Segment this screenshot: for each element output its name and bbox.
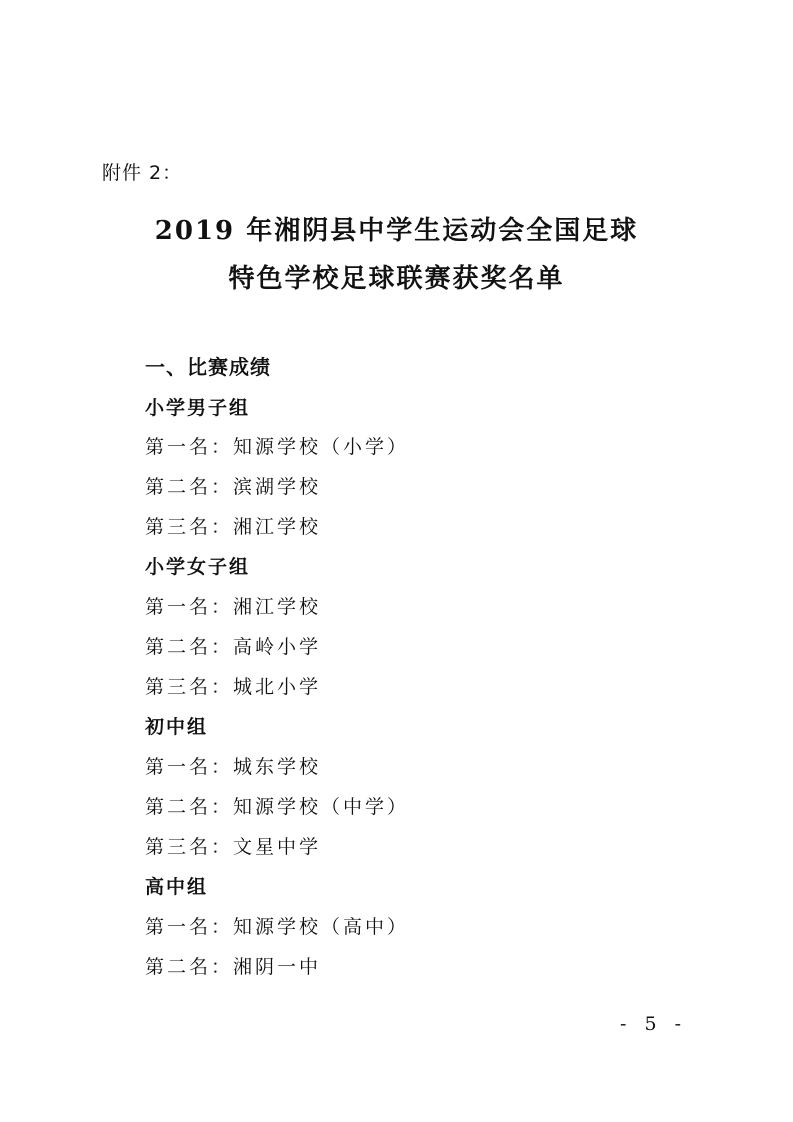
rank-line: 第一名：知源学校（高中） <box>145 916 410 938</box>
document-title-line-1: 2019 年湘阴县中学生运动会全国足球 <box>154 216 639 246</box>
group-heading-primary-girls: 小学女子组 <box>145 556 251 578</box>
group-heading-primary-boys: 小学男子组 <box>145 397 251 419</box>
rank-line: 第三名：城北小学 <box>145 676 322 698</box>
section-heading: 一、比赛成绩 <box>145 355 271 379</box>
group-heading-senior-high: 高中组 <box>145 876 209 898</box>
rank-line: 第二名：知源学校（中学） <box>145 796 410 818</box>
rank-line: 第三名：文星中学 <box>145 836 322 858</box>
document-title-line-2: 特色学校足球联赛获奖名单 <box>228 264 565 294</box>
rank-line: 第一名：湘江学校 <box>145 596 322 618</box>
page-number: - 5 - <box>619 1013 687 1035</box>
rank-line: 第三名：湘江学校 <box>145 516 322 538</box>
attachment-label: 附件 2： <box>102 162 183 184</box>
rank-line: 第一名：知源学校（小学） <box>145 436 410 458</box>
group-heading-junior-high: 初中组 <box>145 716 209 738</box>
rank-line: 第二名：湘阴一中 <box>145 956 322 978</box>
rank-line: 第二名：高岭小学 <box>145 636 322 658</box>
rank-line: 第一名：城东学校 <box>145 756 322 778</box>
rank-line: 第二名：滨湖学校 <box>145 476 322 498</box>
